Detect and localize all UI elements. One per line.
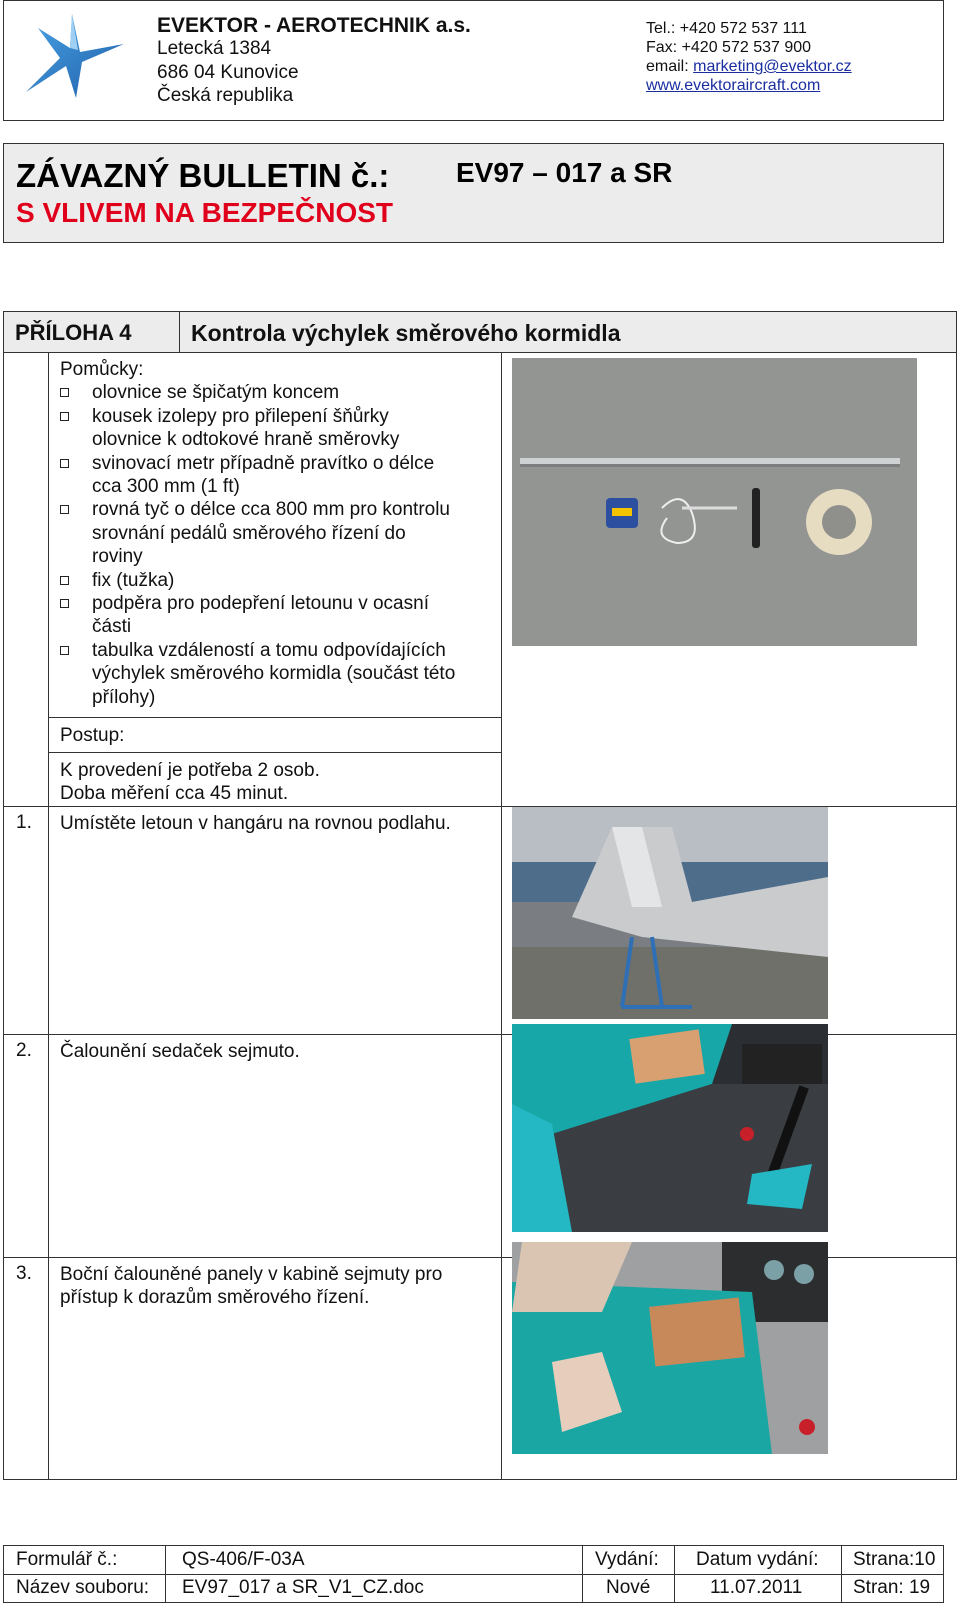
page-number: Strana:10 <box>853 1549 936 1570</box>
issue-date-label: Datum vydání: <box>696 1549 819 1570</box>
tools-photo <box>512 358 917 646</box>
safety-subtitle: S VLIVEM NA BEZPEČNOST <box>16 197 394 228</box>
step-number: 2. <box>16 1040 32 1061</box>
tool-item <box>60 452 495 499</box>
footer-divider <box>582 1546 583 1602</box>
file-name-label: Název souboru: <box>16 1577 150 1598</box>
email-link[interactable]: marketing@evektor.cz <box>693 58 852 75</box>
edition-value: Nové <box>606 1577 651 1598</box>
tool-item <box>60 405 495 452</box>
evektor-logo-icon <box>20 10 130 100</box>
footer-divider <box>4 1574 943 1575</box>
tool-item-line: tabulka vzdáleností a tomu odpovídajících <box>92 639 446 661</box>
tool-item-line: rovná tyč o délce cca 800 mm pro kontrolu <box>92 499 451 521</box>
aircraft-tail-photo <box>512 807 828 1019</box>
step-text: Čalounění sedaček sejmuto. <box>60 1041 300 1062</box>
tool-item-line: olovnice k odtokové hraně směrovky <box>92 429 400 451</box>
appendix-header-row <box>4 312 956 353</box>
appendix-table <box>3 311 957 1480</box>
tool-item-line: srovnání pedálů směrového řízení do <box>92 522 406 544</box>
checkbox-bullet-icon <box>60 646 69 655</box>
tool-item <box>60 639 495 709</box>
step-number: 3. <box>16 1263 32 1284</box>
checkbox-bullet-icon <box>60 599 69 608</box>
edition-label: Vydání: <box>595 1549 659 1570</box>
tool-item-line: podpěra pro podepření letounu v ocasní <box>92 593 429 615</box>
form-label: Formulář č.: <box>16 1549 118 1570</box>
fax-text: Fax: +420 572 537 900 <box>646 39 812 56</box>
footer-divider <box>165 1546 166 1602</box>
address-street: Letecká 1384 <box>157 38 272 59</box>
phone-text: Tel.: +420 572 537 111 <box>646 20 807 37</box>
tool-item <box>60 592 495 639</box>
step-number: 1. <box>16 812 32 833</box>
email-label: email: <box>646 58 694 75</box>
step-text: Boční čalouněné panely v kabině sejmuty pro <box>60 1264 443 1285</box>
appendix-label: PŘÍLOHA 4 <box>15 320 132 345</box>
tool-item <box>60 569 495 592</box>
website-link[interactable]: www.evektoraircraft.com <box>646 77 821 94</box>
company-name: EVEKTOR - AEROTECHNIK a.s. <box>157 14 471 37</box>
email-line <box>646 58 852 76</box>
procedure-heading: Postup: <box>60 725 125 746</box>
tool-item-line: svinovací metr případně pravítko o délce <box>92 452 435 474</box>
page-count: Stran: 19 <box>853 1577 931 1598</box>
step-text: Umístěte letoun v hangáru na rovnou podlahu. <box>60 813 451 834</box>
divider <box>179 312 180 352</box>
bulletin-title: ZÁVAZNÝ BULLETIN č.: <box>16 157 390 194</box>
image-column-divider <box>501 352 502 1479</box>
tool-item-line: výchylek směrového kormidla (součást této <box>92 663 456 685</box>
footer-divider <box>674 1546 675 1602</box>
row-divider <box>48 752 501 753</box>
address-country: Česká republika <box>157 85 294 106</box>
address-city: 686 04 Kunovice <box>157 62 299 83</box>
tool-item-line: kousek izolepy pro přilepení šňůrky <box>92 405 389 427</box>
website-line <box>646 77 820 95</box>
step-text: přístup k dorazům směrového řízení. <box>60 1287 370 1308</box>
number-column-divider <box>48 352 49 1479</box>
tool-item-line: olovnice se špičatým koncem <box>92 382 340 404</box>
issue-date: 11.07.2011 <box>710 1577 803 1598</box>
checkbox-bullet-icon <box>60 459 69 468</box>
checkbox-bullet-icon <box>60 576 69 585</box>
title-box <box>3 143 944 243</box>
checkbox-bullet-icon <box>60 388 69 397</box>
tool-item-line: přílohy) <box>92 686 156 708</box>
document-footer <box>3 1545 944 1603</box>
procedure-note: K provedení je potřeba 2 osob. <box>60 760 320 781</box>
seats-removed-photo <box>512 1024 828 1232</box>
footer-divider <box>841 1546 842 1602</box>
checkbox-bullet-icon <box>60 505 69 514</box>
tool-item-line: fix (tužka) <box>92 569 175 591</box>
tool-item <box>60 381 495 404</box>
row-divider <box>48 717 501 718</box>
appendix-heading: Kontrola výchylek směrového kormidla <box>191 320 621 346</box>
bulletin-number: EV97 – 017 a SR <box>456 157 673 188</box>
tool-item-line: části <box>92 616 132 638</box>
tool-item <box>60 498 495 568</box>
form-number: QS-406/F-03A <box>182 1549 305 1570</box>
side-panels-photo <box>512 1242 828 1454</box>
tools-section <box>60 358 495 709</box>
tool-item-line: roviny <box>92 546 143 568</box>
checkbox-bullet-icon <box>60 412 69 421</box>
procedure-note: Doba měření cca 45 minut. <box>60 783 289 804</box>
tool-item-line: cca 300 mm (1 ft) <box>92 476 240 498</box>
tools-heading: Pomůcky: <box>60 359 144 380</box>
file-name: EV97_017 a SR_V1_CZ.doc <box>182 1577 424 1598</box>
